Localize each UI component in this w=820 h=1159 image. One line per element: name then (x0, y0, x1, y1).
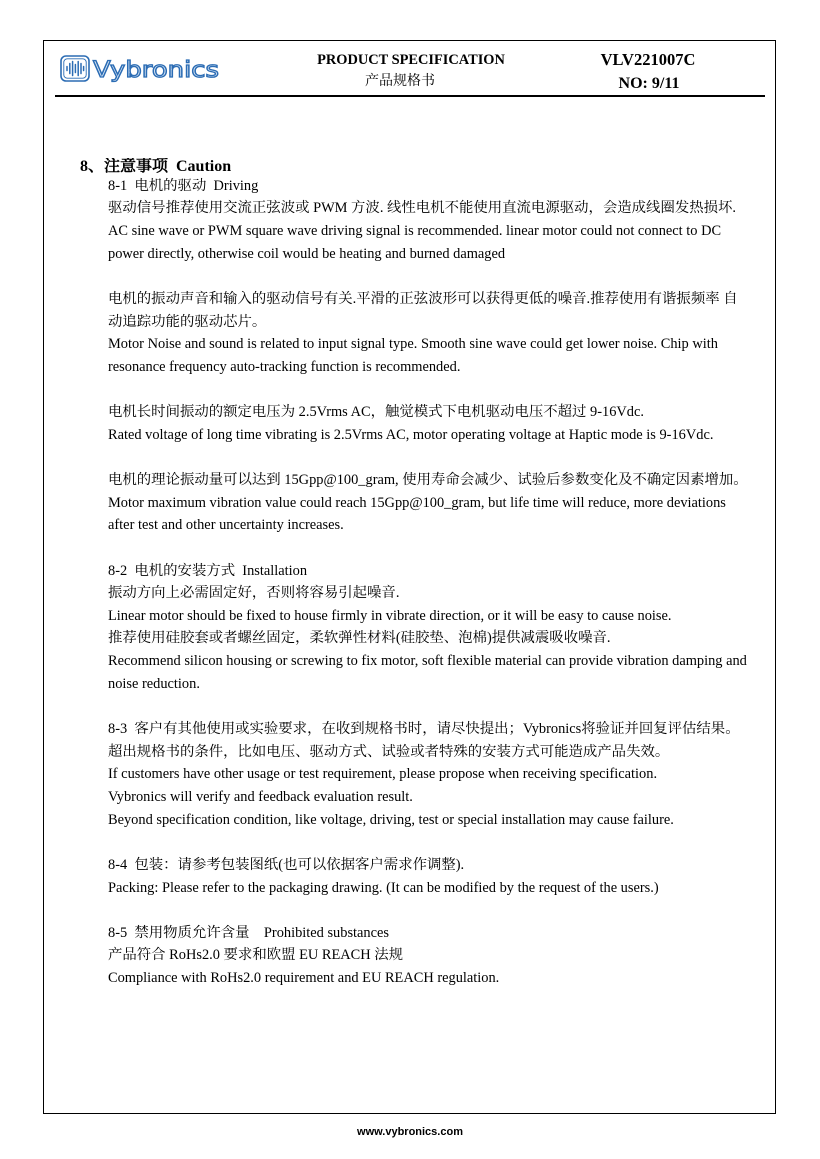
subsection-title: 8-3 客户有其他使用或实验要求，在收到规格书时，请尽快提出；Vybronics将验证并回复评估结果。 (108, 721, 740, 738)
text-line: Motor maximum vibration value could reach 15Gpp@100_gram, but life time will reduce, more deviations (108, 494, 726, 511)
section-body (108, 175, 768, 990)
text-line: If customers have other usage or test requirement, please propose when receiving specification. (108, 766, 658, 783)
subsection-prohibited-substances (108, 922, 768, 990)
section-heading: 8、注意事项 Caution (80, 158, 232, 175)
paragraph (108, 197, 768, 265)
paragraph (108, 401, 768, 446)
document-number: VLV221007C (600, 50, 696, 69)
text-line: AC sine wave or PWM square wave driving signal is recommended. linear motor could not connect to DC (108, 222, 722, 239)
text-line: Rated voltage of long time vibrating is 2.5Vrms AC, motor operating voltage at Haptic mode is 9-16Vdc. (108, 426, 714, 443)
paragraph (108, 741, 768, 832)
text-line: 电机长时间振动的额定电压为 2.5Vrms AC，触觉模式下电机驱动电压不超过 9-16Vdc. (108, 404, 644, 421)
text-line: 振动方向上必需固定好，否则将容易引起噪音. (108, 585, 400, 602)
paragraph (108, 469, 768, 537)
subsection-installation (108, 560, 768, 696)
paragraph (108, 288, 768, 379)
text-line: resonance frequency auto-tracking function is recommended. (108, 358, 461, 375)
header-divider (55, 95, 765, 97)
subsection-title: 8-2 电机的安装方式 Installation (108, 562, 308, 579)
paragraph (108, 877, 768, 900)
spec-title-en: PRODUCT SPECIFICATION (317, 52, 505, 68)
text-line: Vybronics will verify and feedback evaluation result. (108, 788, 413, 805)
text-line: 超出规格书的条件，比如电压、驱动方式、试验或者特殊的安装方式可能造成产品失效。 (108, 743, 670, 760)
text-line: Beyond specification condition, like voltage, driving, test or special installation may cause failure. (108, 811, 674, 828)
text-line: Recommend silicon housing or screwing to fix motor, soft flexible material can provide vibration damping and (108, 653, 747, 670)
text-line: 推荐使用硅胶套或者螺丝固定，柔软弹性材料(硅胶垫、泡棉)提供减震吸收噪音. (108, 630, 611, 647)
paragraph (108, 944, 768, 989)
text-line: power directly, otherwise coil would be heating and burned damaged (108, 245, 506, 262)
subsection-title: 8-4 包装：请参考包装图纸(也可以依据客户需求作调整). (108, 856, 465, 873)
page-number: NO: 9/11 (618, 75, 680, 92)
subsection-driving (108, 175, 768, 537)
subsection-title: 8-5 禁用物质允许含量 Prohibited substances (108, 924, 389, 941)
text-line: 电机的振动声音和输入的驱动信号有关.平滑的正弦波形可以获得更低的噪音.推荐使用有谐振频率 自 (108, 290, 738, 307)
vybronics-logo (58, 52, 226, 86)
text-line: 电机的理论振动量可以达到 15Gpp@100_gram, 使用寿命会减少、试验后参数变化及不确定因素增加。 (108, 471, 748, 488)
text-line: 驱动信号推荐使用交流正弦波或 PWM 方波. 线性电机不能使用直流电源驱动，会造成线圈发热损坏. (108, 200, 736, 217)
spec-title-cn: 产品规格书 (365, 74, 435, 89)
subsection-customer-requirements (108, 718, 768, 831)
text-line: noise reduction. (108, 675, 200, 692)
text-line: Linear motor should be fixed to house firmly in vibrate direction, or it will be easy to cause noise. (108, 607, 672, 624)
subsection-packing (108, 854, 768, 899)
text-line: 产品符合 RoHs2.0 要求和欧盟 EU REACH 法规 (108, 947, 404, 964)
subsection-title: 8-1 电机的驱动 Driving (108, 177, 259, 194)
text-line: after test and other uncertainty increases. (108, 517, 344, 534)
text-line: Packing: Please refer to the packaging drawing. (It can be modified by the request of the users.) (108, 879, 659, 896)
waveform-logo-icon (61, 56, 89, 81)
text-line: 动追踪功能的驱动芯片。 (108, 313, 267, 330)
text-line: Motor Noise and sound is related to input signal type. Smooth sine wave could get lower noise. Chip with (108, 336, 718, 353)
logo-wordmark: Vybronics (93, 58, 219, 83)
footer-website: www.vybronics.com (357, 1126, 463, 1138)
paragraph (108, 582, 768, 695)
text-line: Compliance with RoHs2.0 requirement and EU REACH regulation. (108, 970, 500, 987)
